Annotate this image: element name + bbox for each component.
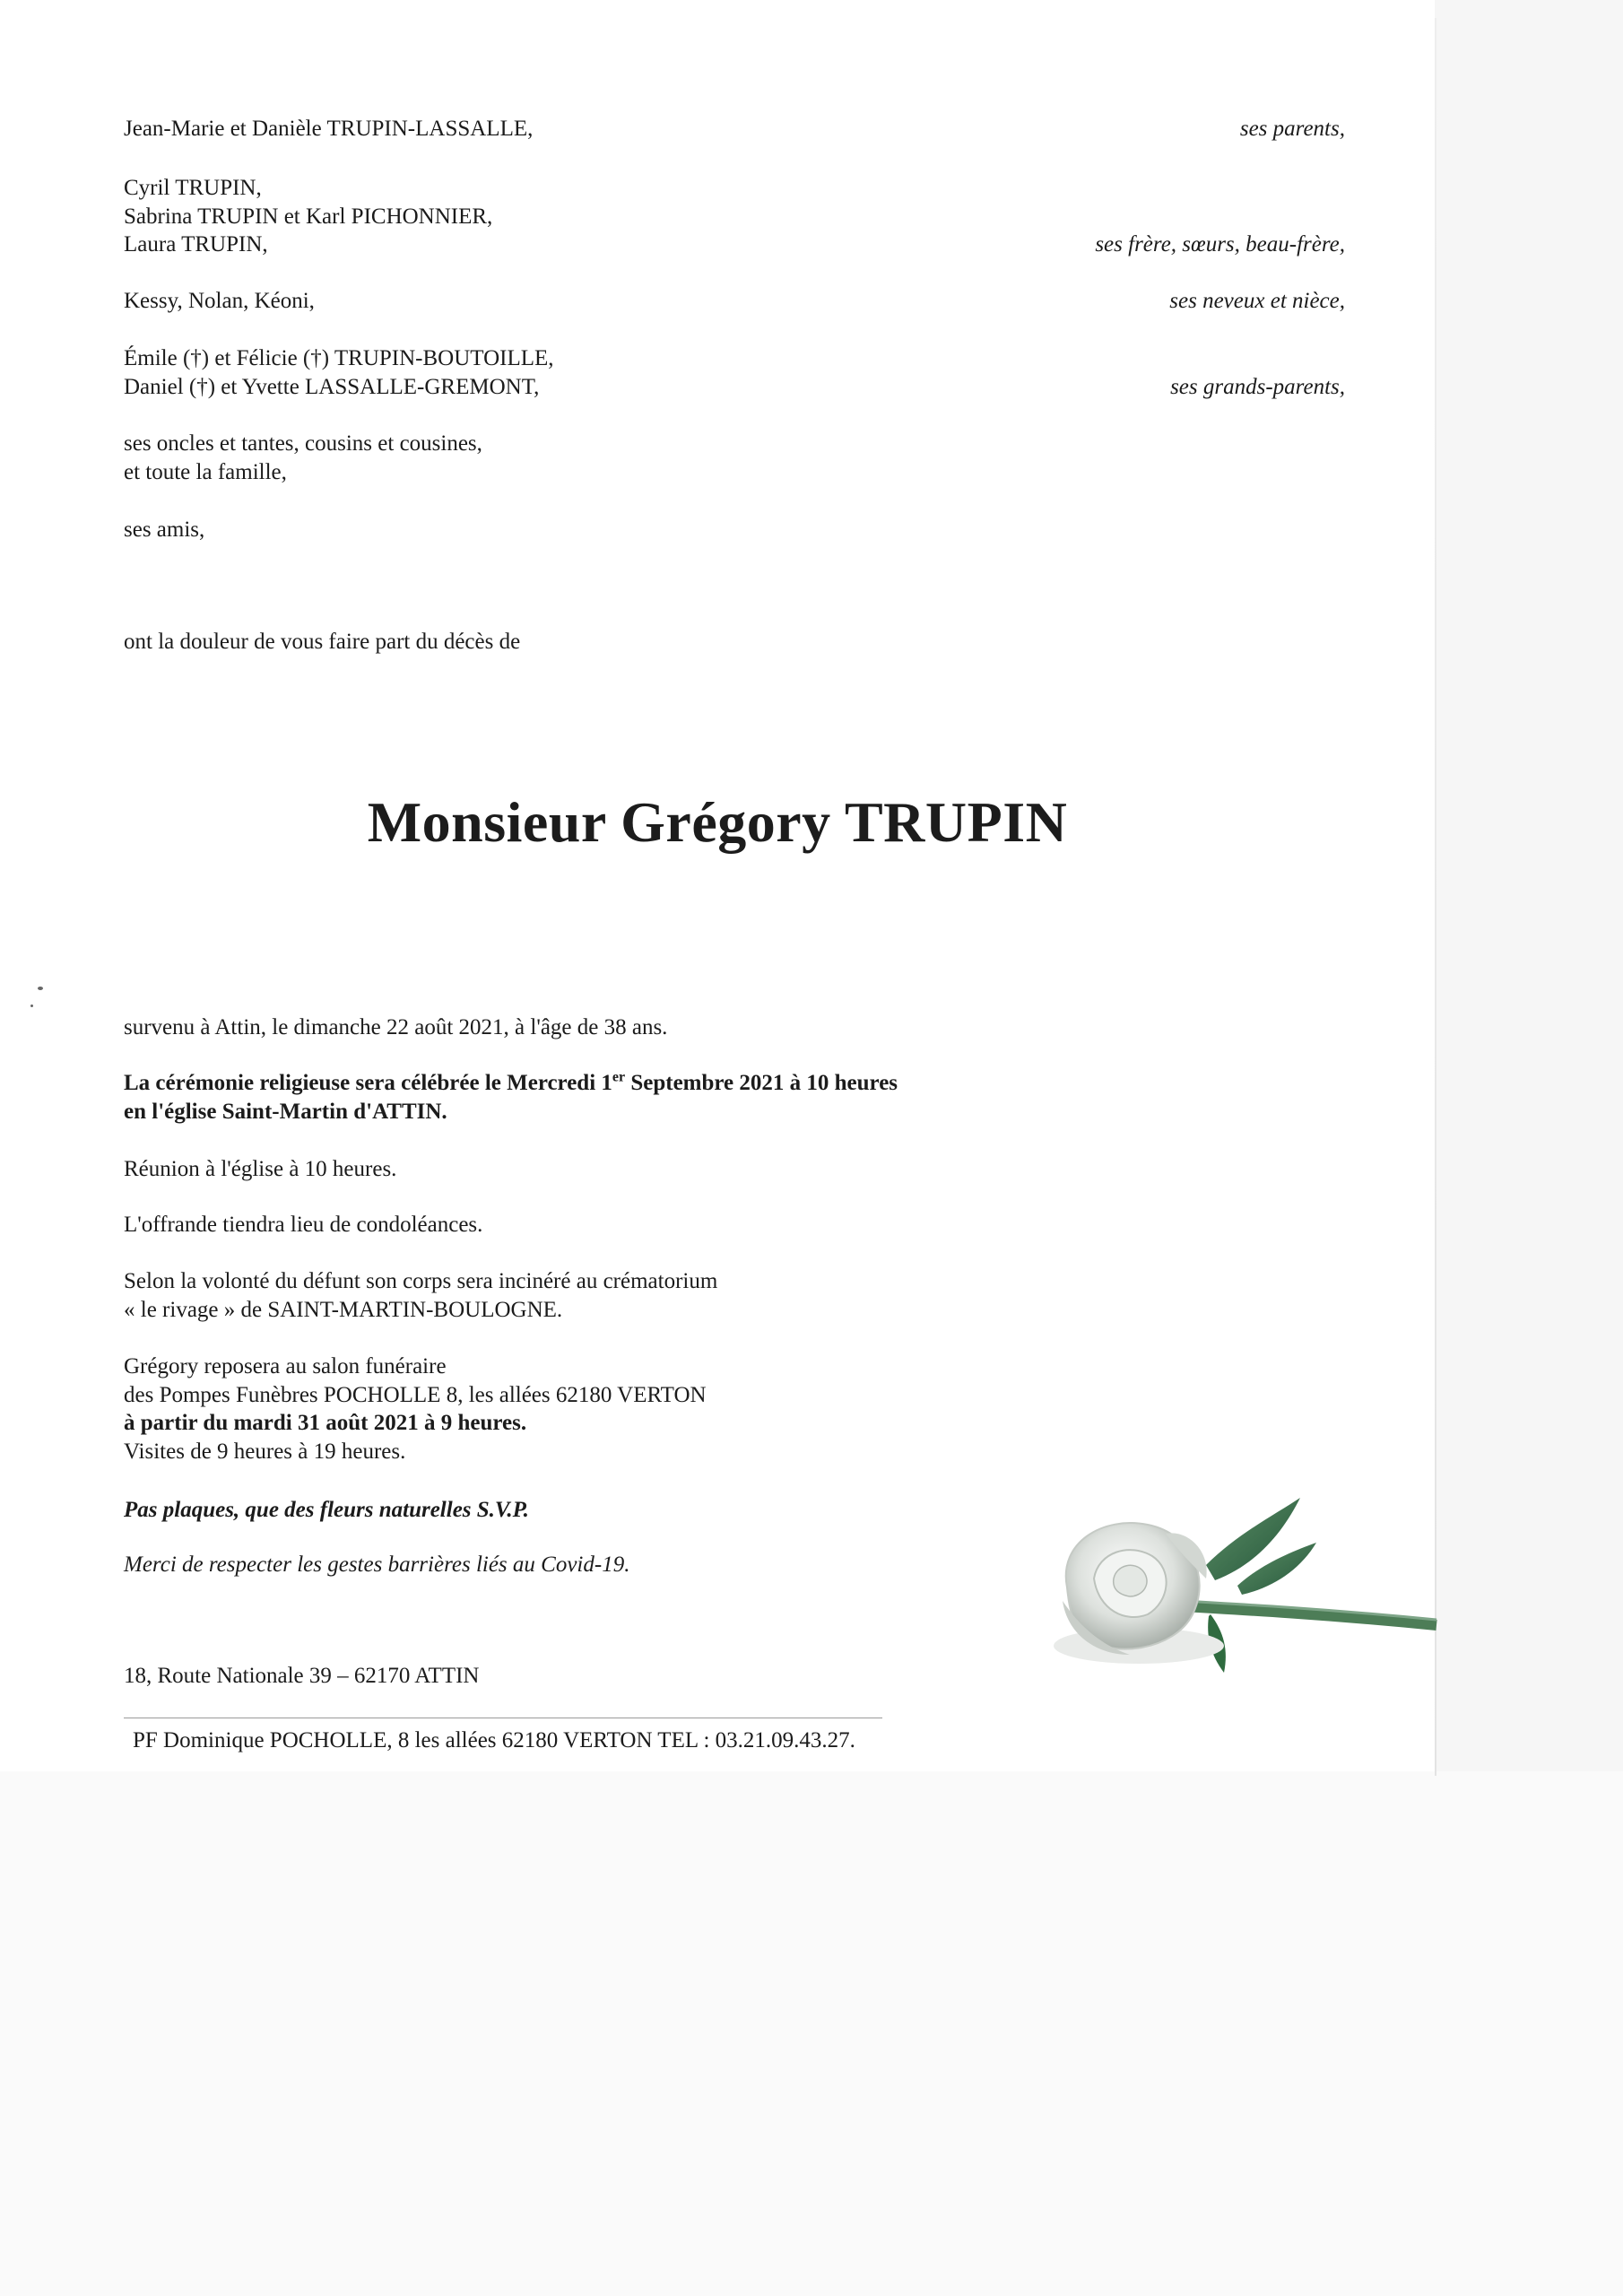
sibling-line: Cyril TRUPIN, (124, 176, 262, 200)
deceased-name: Monsieur Grégory TRUPIN (367, 790, 1068, 854)
sibling-line: Sabrina TRUPIN et Karl PICHONNIER, (124, 204, 493, 229)
extended-family-line: ses oncles et tantes, cousins et cousines, (124, 431, 482, 456)
friends-line: ses amis, (124, 517, 205, 542)
ceremony-line-2: en l'église Saint-Martin d'ATTIN. (124, 1099, 447, 1124)
covid-note: Merci de respecter les gestes barrières liés au Covid-19. (124, 1552, 630, 1577)
siblings-names (124, 174, 492, 259)
cremation-line: Selon la volonté du défunt son corps sera incinéré au crématorium (124, 1269, 718, 1293)
grandparents-relation: ses grands-parents, (1170, 375, 1345, 399)
lower-page-area (0, 1771, 1623, 2296)
grandparents-line: Émile (†) et Félicie (†) TRUPIN-BOUTOILLE, (124, 346, 554, 370)
scan-speck (30, 1004, 33, 1007)
viewing-details (124, 1352, 707, 1465)
extended-family (124, 430, 482, 486)
death-details: survenu à Attin, le dimanche 22 août 2021, à l'âge de 38 ans. (124, 1015, 668, 1039)
viewing-line: des Pompes Funèbres POCHOLLE 8, les allées 62180 VERTON (124, 1382, 707, 1407)
viewing-start: à partir du mardi 31 août 2021 à 9 heures. (124, 1411, 527, 1435)
ceremony-details (124, 1069, 898, 1126)
siblings-relation: ses frère, sœurs, beau-frère, (1095, 232, 1345, 257)
offering-line: L'offrande tiendra lieu de condoléances. (124, 1213, 483, 1237)
flowers-note: Pas plaques, que des fleurs naturelles S.V.P. (124, 1498, 529, 1522)
white-rose-image (1031, 1480, 1444, 1713)
ceremony-line-1: La cérémonie religieuse sera célébrée le Mercredi 1er Septembre 2021 à 10 heures (124, 1069, 898, 1095)
parents-line: Jean-Marie et Danièle TRUPIN-LASSALLE, (124, 117, 534, 141)
sibling-line: Laura TRUPIN, (124, 232, 268, 257)
cremation-line: « le rivage » de SAINT-MARTIN-BOULOGNE. (124, 1297, 563, 1322)
home-address: 18, Route Nationale 39 – 62170 ATTIN (124, 1664, 480, 1688)
undertaker-info: PF Dominique POCHOLLE, 8 les allées 62180 VERTON TEL : 03.21.09.43.27. (133, 1728, 855, 1752)
viewing-line: Grégory reposera au salon funéraire (124, 1354, 447, 1378)
parents-names (124, 115, 533, 144)
grandparents-line: Daniel (†) et Yvette LASSALLE-GREMONT, (124, 374, 540, 399)
extended-family-line: et toute la famille, (124, 459, 287, 484)
scan-speck (38, 987, 43, 990)
meeting-line: Réunion à l'église à 10 heures. (124, 1157, 397, 1181)
nephews-line: Kessy, Nolan, Kéoni, (124, 289, 315, 313)
viewing-hours: Visites de 9 heures à 19 heures. (124, 1439, 406, 1464)
nephews-relation: ses neveux et nièce, (1169, 289, 1345, 313)
parents-relation: ses parents, (1239, 117, 1345, 141)
nephews-names (124, 287, 315, 316)
grandparents-names (124, 344, 554, 401)
announcement-intro: ont la douleur de vous faire part du décès de (124, 630, 521, 654)
cremation-details (124, 1267, 717, 1324)
